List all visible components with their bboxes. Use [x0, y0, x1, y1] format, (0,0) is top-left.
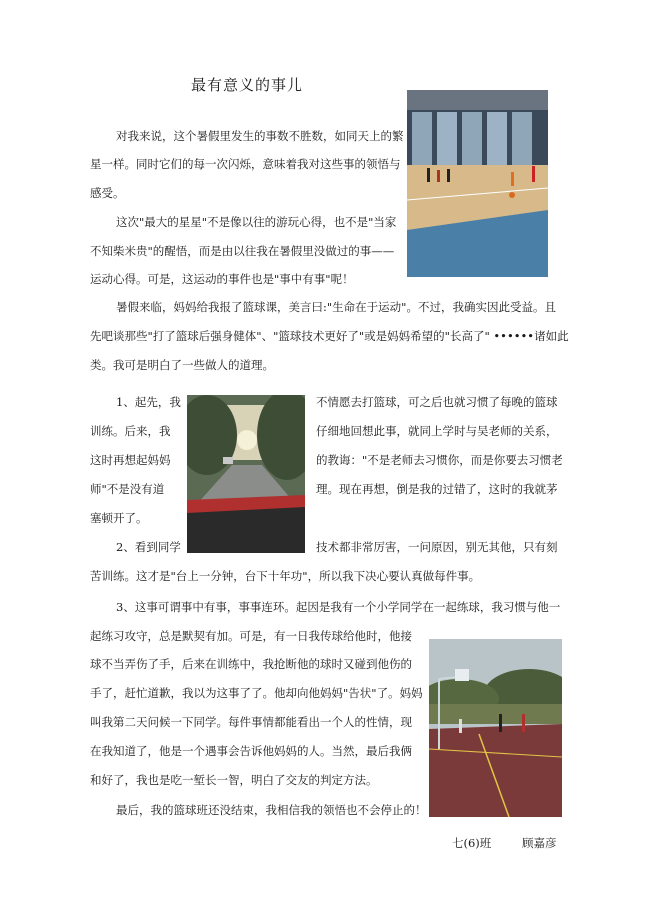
text-line: 类。我可是明白了一些做人的道理。 — [90, 358, 274, 372]
text-line: 技术都非常厉害，一问原因，别无其他，只有刻 — [316, 540, 558, 554]
text-line: 的教诲："不是老师去习惯你，而是你要去习惯老 — [316, 453, 563, 467]
text-line: 不情愿去打篮球，可之后也就习惯了每晚的篮球 — [316, 395, 558, 409]
author-name: 顾嘉彦 — [522, 836, 557, 850]
text-line: 球不当弄伤了手，后来在训练中，我抢断他的球时又碰到他伤的 — [90, 657, 412, 671]
outdoor-court-photo — [429, 639, 562, 817]
text-line: 和好了，我也是吃一堑长一智，明白了交友的判定方法。 — [90, 773, 378, 787]
text-line: 塞顿开了。 — [90, 511, 148, 525]
text-line: 星一样。同时它们的每一次闪烁，意味着我对这些事的领悟与 — [90, 157, 401, 171]
text-line: 感受。 — [90, 186, 125, 200]
text-line: 这时再想起妈妈 — [90, 453, 171, 467]
text-line: 叫我第二天问候一下同学。每件事情都能看出一个人的性情，现 — [90, 715, 412, 729]
text-line: 先吧谈那些"打了篮球后强身健体"、"篮球技术更好了"或是妈妈希望的"长高了" ••••••诸如此 — [90, 329, 569, 343]
text-line: 师"不是没有道 — [90, 482, 165, 496]
class-label: 七(6)班 — [452, 836, 492, 850]
text-line: 暑假来临，妈妈给我报了篮球课，美言曰:"生命在于运动"。不过，我确实因此受益。且 — [116, 300, 556, 314]
indoor-court-photo — [407, 90, 548, 277]
text-line: 手了，赶忙道歉，我以为这事了了。他却向他妈妈"告状"了。妈妈 — [90, 686, 423, 700]
road-sunset-photo — [187, 395, 305, 553]
text-line: 不知柴米贵"的醒悟，而是由以往我在暑假里没做过的事—— — [90, 244, 395, 258]
text-line: 起练习攻守，总是默契有加。可是，有一日我传球给他时，他接 — [90, 629, 412, 643]
essay-title: 最有意义的事儿 — [191, 76, 304, 94]
text-line: 在我知道了，他是一个遇事会告诉他妈妈的人。当然，最后我俩 — [90, 744, 412, 758]
text-line: 1、起先，我 — [116, 395, 181, 409]
text-line: 苦训练。这才是"台上一分钟，台下十年功"，所以我下决心要认真做每件事。 — [90, 569, 481, 583]
text-line: 对我来说，这个暑假里发生的事数不胜数，如同天上的繁 — [116, 129, 404, 143]
text-line: 训练。后来，我 — [90, 424, 171, 438]
text-line: 运动心得。可是，这运动的事件也是"事中有事"呢！ — [90, 272, 354, 286]
text-line: 理。现在再想，倒是我的过错了，这时的我就茅 — [316, 482, 558, 496]
text-line: 仔细地回想此事，就同上学时与吴老师的关系， — [316, 424, 558, 438]
text-line: 这次"最大的星星"不是像以往的游玩心得，也不是"当家 — [116, 215, 397, 229]
text-line: 2、看到同学 — [116, 540, 181, 554]
text-line: 最后，我的篮球班还没结束，我相信我的领悟也不会停止的！ — [116, 803, 427, 817]
text-line: 3、这事可谓事中有事，事事连环。起因是我有一个小学同学在一起练球，我习惯与他一 — [116, 600, 561, 614]
